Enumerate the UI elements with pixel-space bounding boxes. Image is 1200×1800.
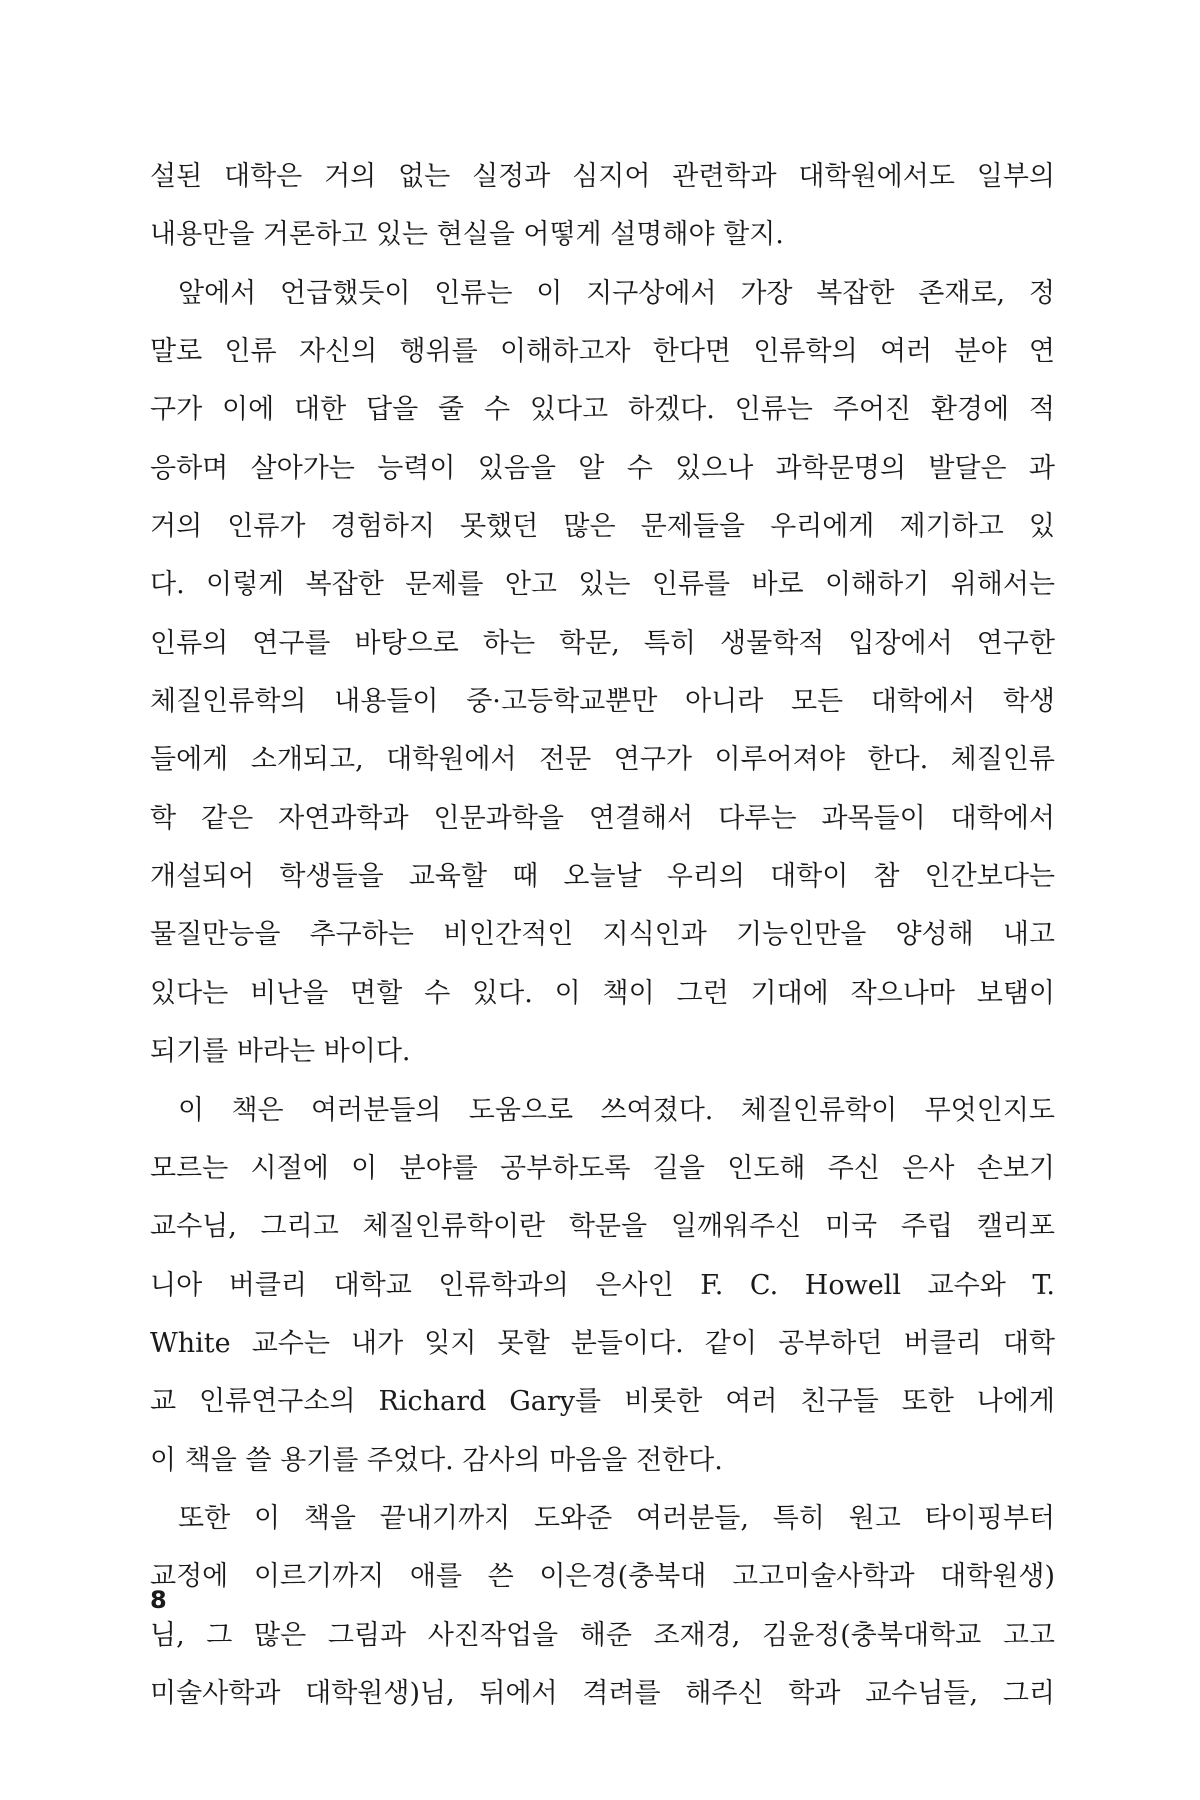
text-line: 교수님, 그리고 체질인류학이란 학문을 일깨워주신 미국 주립 캘리포	[150, 1211, 1055, 1243]
text-line: 구가 이에 대한 답을 줄 수 있다고 하겠다. 인류는 주어진 환경에 적	[150, 394, 1055, 426]
text-line: 이 책을 쓸 용기를 주었다. 감사의 마음을 전한다.	[150, 1444, 723, 1476]
text-line: 들에게 소개되고, 대학원에서 전문 연구가 이루어져야 한다. 체질인류	[150, 744, 1055, 776]
text-line: 다. 이렇게 복잡한 문제를 안고 있는 인류를 바로 이해하기 위해서는	[150, 569, 1055, 601]
text-line: 교 인류연구소의 Richard Gary를 비롯한 여러 친구들 또한 나에게	[150, 1386, 1055, 1418]
paragraph-start-line: 이 책은 여러분들의 도움으로 쓰여졌다. 체질인류학이 무엇인지도	[178, 1094, 1055, 1126]
text-line: 체질인류학의 내용들이 중·고등학교뿐만 아니라 모든 대학에서 학생	[150, 686, 1055, 718]
text-line: 거의 인류가 경험하지 못했던 많은 문제들을 우리에게 제기하고 있	[150, 511, 1055, 543]
body-text	[150, 148, 1055, 1723]
text-line: 있다는 비난을 면할 수 있다. 이 책이 그런 기대에 작으나마 보탬이	[150, 977, 1055, 1009]
text-line: 말로 인류 자신의 행위를 이해하고자 한다면 인류학의 여러 분야 연	[150, 336, 1055, 368]
paragraph-start-line: 또한 이 책을 끝내기까지 도와준 여러분들, 특히 원고 타이핑부터	[178, 1502, 1055, 1534]
text-line: 응하며 살아가는 능력이 있음을 알 수 있으나 과학문명의 발달은 과	[150, 452, 1055, 484]
text-line: 교정에 이르기까지 애를 쓴 이은경(충북대 고고미술사학과 대학원생)	[150, 1561, 1055, 1593]
text-line: 개설되어 학생들을 교육할 때 오늘날 우리의 대학이 참 인간보다는	[150, 861, 1055, 893]
text-line: 설된 대학은 거의 없는 실정과 심지어 관련학과 대학원에서도 일부의	[150, 161, 1055, 192]
text-line: 되기를 바라는 바이다.	[150, 1036, 411, 1068]
text-line: 물질만능을 추구하는 비인간적인 지식인과 기능인만을 양성해 내고	[150, 919, 1055, 951]
text-line: 니아 버클리 대학교 인류학과의 은사인 F. C. Howell 교수와 T.	[150, 1269, 1055, 1301]
text-line: 모르는 시절에 이 분야를 공부하도록 길을 인도해 주신 은사 손보기	[150, 1152, 1055, 1184]
page-number: 8	[150, 1586, 167, 1614]
text-line: White 교수는 내가 잊지 못할 분들이다. 같이 공부하던 버클리 대학	[150, 1327, 1055, 1359]
text-line: 님, 그 많은 그림과 사진작업을 해준 조재경, 김윤정(충북대학교 고고	[150, 1619, 1055, 1651]
text-line: 내용만을 거론하고 있는 현실을 어떻게 설명해야 할지.	[150, 219, 784, 251]
text-line: 미술사학과 대학원생)님, 뒤에서 격려를 해주신 학과 교수님들, 그리	[150, 1677, 1055, 1709]
paragraph-start-line: 앞에서 언급했듯이 인류는 이 지구상에서 가장 복잡한 존재로, 정	[178, 277, 1055, 309]
text-line: 학 같은 자연과학과 인문과학을 연결해서 다루는 과목들이 대학에서	[150, 802, 1055, 834]
text-line: 인류의 연구를 바탕으로 하는 학문, 특히 생물학적 입장에서 연구한	[150, 627, 1055, 659]
